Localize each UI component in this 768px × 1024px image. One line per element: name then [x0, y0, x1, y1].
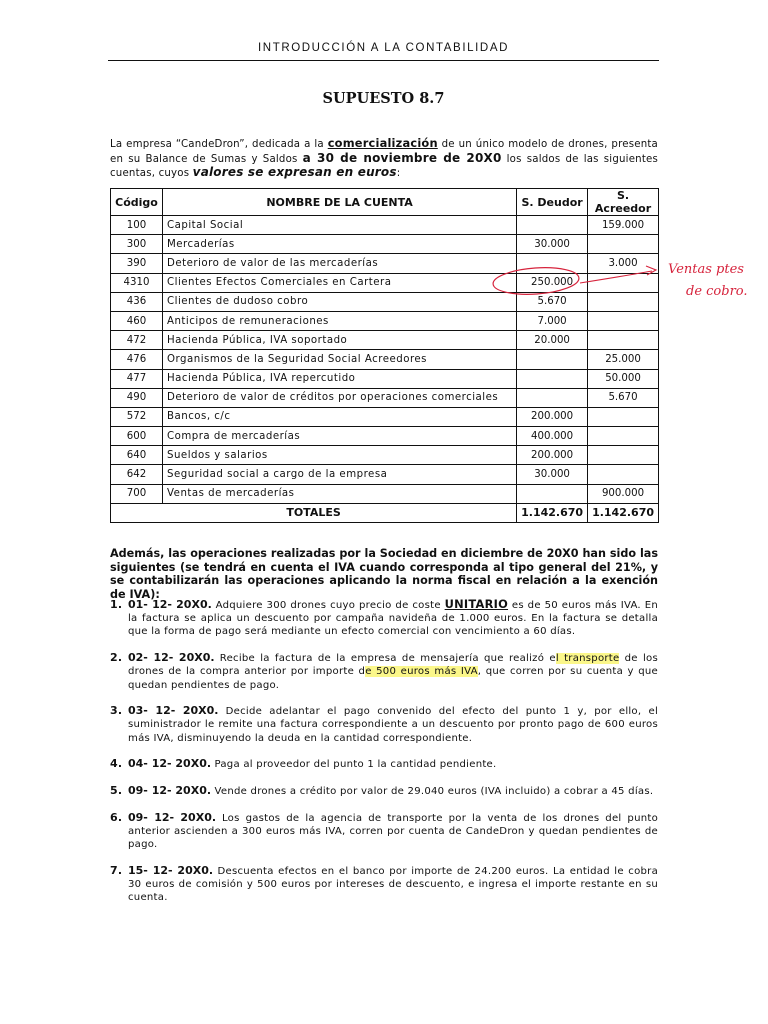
- intro-text-1: La empresa “CandeDron”, dedicada a la: [110, 139, 328, 150]
- cell-account-name: Compra de mercaderías: [163, 427, 517, 446]
- item-text: Los gastos de la agencia de transporte por la venta de los drones del punto anterior ascienden a 300 euros más IVA, corren por cuenta de CandeDron y quedan pendientes de pago.: [128, 812, 659, 851]
- cell-credit: 159.000: [588, 216, 659, 235]
- item-date: 04- 12- 20X0.: [128, 757, 212, 771]
- cell-credit: [588, 465, 659, 484]
- cell-account-name: Deterioro de valor de las mercaderías: [163, 254, 517, 273]
- cell-debit: [517, 484, 588, 503]
- item-text: Decide adelantar el pago convenido del efecto del punto 1 y, por ello, el suministrador le remite una factura correspondiente a un descuento por pronto pago de 600 euros más IVA, disminuyendo la deuda en la cantidad correspondiente.: [128, 706, 658, 744]
- table-row: [111, 446, 659, 465]
- cell-account-name: Bancos, c/c: [163, 407, 517, 426]
- totals-row: [111, 503, 659, 522]
- intro-paragraph: [110, 137, 658, 181]
- operations-list: [110, 598, 658, 917]
- item-text: , que corren por su cuenta y que quedan pendientes de pago.: [128, 666, 659, 691]
- cell-code: 472: [111, 331, 163, 350]
- cell-credit: [588, 427, 659, 446]
- header-credit: S. Acreedor: [588, 189, 659, 216]
- table-row: [111, 331, 659, 350]
- cell-debit: 5.670: [517, 292, 588, 311]
- cell-code: 477: [111, 369, 163, 388]
- list-item: [110, 811, 658, 852]
- cell-code: 600: [111, 427, 163, 446]
- table-row: [111, 350, 659, 369]
- cell-debit: 30.000: [517, 465, 588, 484]
- cell-code: 300: [111, 235, 163, 254]
- totals-credit: 1.142.670: [588, 503, 659, 522]
- header-name: NOMBRE DE LA CUENTA: [163, 189, 517, 216]
- cell-debit: [517, 388, 588, 407]
- cell-credit: 3.000: [588, 254, 659, 273]
- cell-debit: [517, 369, 588, 388]
- document-header: INTRODUCCIÓN A LA CONTABILIDAD: [258, 42, 509, 54]
- table-row: [111, 407, 659, 426]
- cell-code: 642: [111, 465, 163, 484]
- cell-credit: [588, 446, 659, 465]
- item-text: Descuenta efectos en el banco por importe de 24.200 euros. La entidad le cobra 30 euros de comisión y 500 euros por intereses de descuento, e ingresa el importe restante en su cuenta.: [128, 865, 659, 904]
- highlight-transport: l transporte: [555, 653, 620, 665]
- cell-credit: 50.000: [588, 369, 659, 388]
- cell-credit: [588, 407, 659, 426]
- list-item: [110, 651, 658, 692]
- cell-credit: [588, 273, 659, 292]
- cell-account-name: Capital Social: [163, 216, 517, 235]
- totals-label: TOTALES: [111, 503, 517, 522]
- cell-account-name: Anticipos de remuneraciones: [163, 311, 517, 330]
- table-header-row: [111, 189, 659, 216]
- item-number: 7.: [110, 863, 123, 877]
- item-text: Adquiere 300 drones cuyo precio de coste: [211, 600, 445, 611]
- cell-code: 4310: [111, 273, 163, 292]
- cell-credit: 900.000: [588, 484, 659, 503]
- highlight-amount: e 500 euros más IVA: [365, 666, 478, 678]
- intro-emphasis: valores se expresan en euros: [192, 165, 397, 179]
- operations-intro: Además, las operaciones realizadas por la Sociedad en diciembre de 20X0 han sido las siguientes (se tendrá en cuenta el IVA cuando corresponda al tipo general del 21%, y se contabilizarán las operaciones aplicando la norma fiscal en relación a la exención de IVA):: [110, 547, 658, 601]
- cell-account-name: Hacienda Pública, IVA repercutido: [163, 369, 517, 388]
- header-debit: S. Deudor: [517, 189, 588, 216]
- cell-debit: 200.000: [517, 407, 588, 426]
- cell-debit: 30.000: [517, 235, 588, 254]
- cell-code: 572: [111, 407, 163, 426]
- table-row: [111, 292, 659, 311]
- item-text: de los drones de la compra anterior por importe d: [128, 653, 658, 678]
- cell-code: 476: [111, 350, 163, 369]
- intro-text-3: los saldos de las siguientes cuentas, cuyos: [110, 153, 658, 179]
- item-date: 09- 12- 20X0.: [128, 810, 217, 824]
- item-underlined: UNITARIO: [444, 597, 509, 611]
- item-date: 01- 12- 20X0.: [128, 598, 212, 611]
- cell-debit: 200.000: [517, 446, 588, 465]
- header-code: Código: [111, 189, 163, 216]
- cell-debit: [517, 350, 588, 369]
- totals-debit: 1.142.670: [517, 503, 588, 522]
- cell-credit: [588, 292, 659, 311]
- cell-account-name: Clientes Efectos Comerciales en Cartera: [163, 273, 517, 292]
- item-text: Paga al proveedor del punto 1 la cantidad pendiente.: [211, 759, 497, 771]
- intro-strong-1: comercialización: [327, 136, 438, 150]
- intro-text-2: de un único modelo de drones, presenta en su Balance de Sumas y Saldos: [110, 139, 658, 165]
- table-row: [111, 388, 659, 407]
- item-date: 03- 12- 20X0.: [128, 704, 219, 718]
- list-item: [110, 784, 658, 798]
- cell-debit: 20.000: [517, 331, 588, 350]
- cell-debit: [517, 216, 588, 235]
- item-text: Recibe la factura de la empresa de mensajería que realizó e: [214, 653, 556, 665]
- intro-strong-2: a 30 de noviembre de 20X0: [302, 150, 502, 165]
- cell-account-name: Deterioro de valor de créditos por operaciones comerciales: [163, 388, 517, 407]
- list-item: [110, 757, 658, 771]
- cell-code: 100: [111, 216, 163, 235]
- page-title: SUPUESTO 8.7: [322, 90, 445, 107]
- item-date: 09- 12- 20X0.: [128, 784, 212, 798]
- item-date: 15- 12- 20X0.: [128, 863, 214, 877]
- table-row: [111, 369, 659, 388]
- header-rule: [108, 60, 659, 61]
- cell-debit: 7.000: [517, 311, 588, 330]
- cell-code: 436: [111, 292, 163, 311]
- cell-account-name: Seguridad social a cargo de la empresa: [163, 465, 517, 484]
- cell-debit: 400.000: [517, 427, 588, 446]
- cell-credit: [588, 235, 659, 254]
- table-row: [111, 465, 659, 484]
- cell-code: 460: [111, 311, 163, 330]
- intro-text-4: :: [396, 168, 401, 179]
- cell-account-name: Sueldos y salarios: [163, 446, 517, 465]
- cell-credit: [588, 331, 659, 350]
- item-date: 02- 12- 20X0.: [128, 651, 215, 665]
- cell-account-name: Organismos de la Seguridad Social Acreedores: [163, 350, 517, 369]
- handwritten-note-line1: Ventas ptes: [668, 262, 744, 277]
- item-text: es de 50 euros más IVA. En la factura se aplica un descuento por campaña navideña de 1.000 euros. En la factura se detalla que la forma de pago será mediante un efecto comercial con vencimiento a 60 días.: [128, 600, 658, 638]
- list-item: [110, 598, 658, 639]
- table-row: [111, 235, 659, 254]
- table-row: [111, 216, 659, 235]
- handwritten-note-line2: de cobro.: [686, 284, 748, 299]
- cell-code: 490: [111, 388, 163, 407]
- accounts-table: [110, 188, 659, 523]
- list-item: [110, 704, 658, 745]
- item-number: 2.: [110, 651, 123, 665]
- item-number: 6.: [110, 810, 123, 824]
- item-number: 4.: [110, 757, 123, 771]
- cell-credit: 5.670: [588, 388, 659, 407]
- cell-debit: 250.000: [517, 273, 588, 292]
- list-item: [110, 864, 658, 905]
- cell-debit: [517, 254, 588, 273]
- table-row: [111, 427, 659, 446]
- cell-account-name: Ventas de mercaderías: [163, 484, 517, 503]
- cell-credit: [588, 311, 659, 330]
- cell-code: 640: [111, 446, 163, 465]
- cell-credit: 25.000: [588, 350, 659, 369]
- item-number: 5.: [110, 784, 123, 798]
- cell-code: 390: [111, 254, 163, 273]
- cell-account-name: Mercaderías: [163, 235, 517, 254]
- cell-account-name: Clientes de dudoso cobro: [163, 292, 517, 311]
- item-text: Vende drones a crédito por valor de 29.040 euros (IVA incluido) a cobrar a 45 días.: [211, 786, 654, 798]
- table-row: [111, 273, 659, 292]
- table-row: [111, 311, 659, 330]
- item-number: 3.: [110, 704, 123, 718]
- cell-code: 700: [111, 484, 163, 503]
- cell-account-name: Hacienda Pública, IVA soportado: [163, 331, 517, 350]
- item-number: 1.: [110, 598, 123, 611]
- table-row: [111, 484, 659, 503]
- table-row: [111, 254, 659, 273]
